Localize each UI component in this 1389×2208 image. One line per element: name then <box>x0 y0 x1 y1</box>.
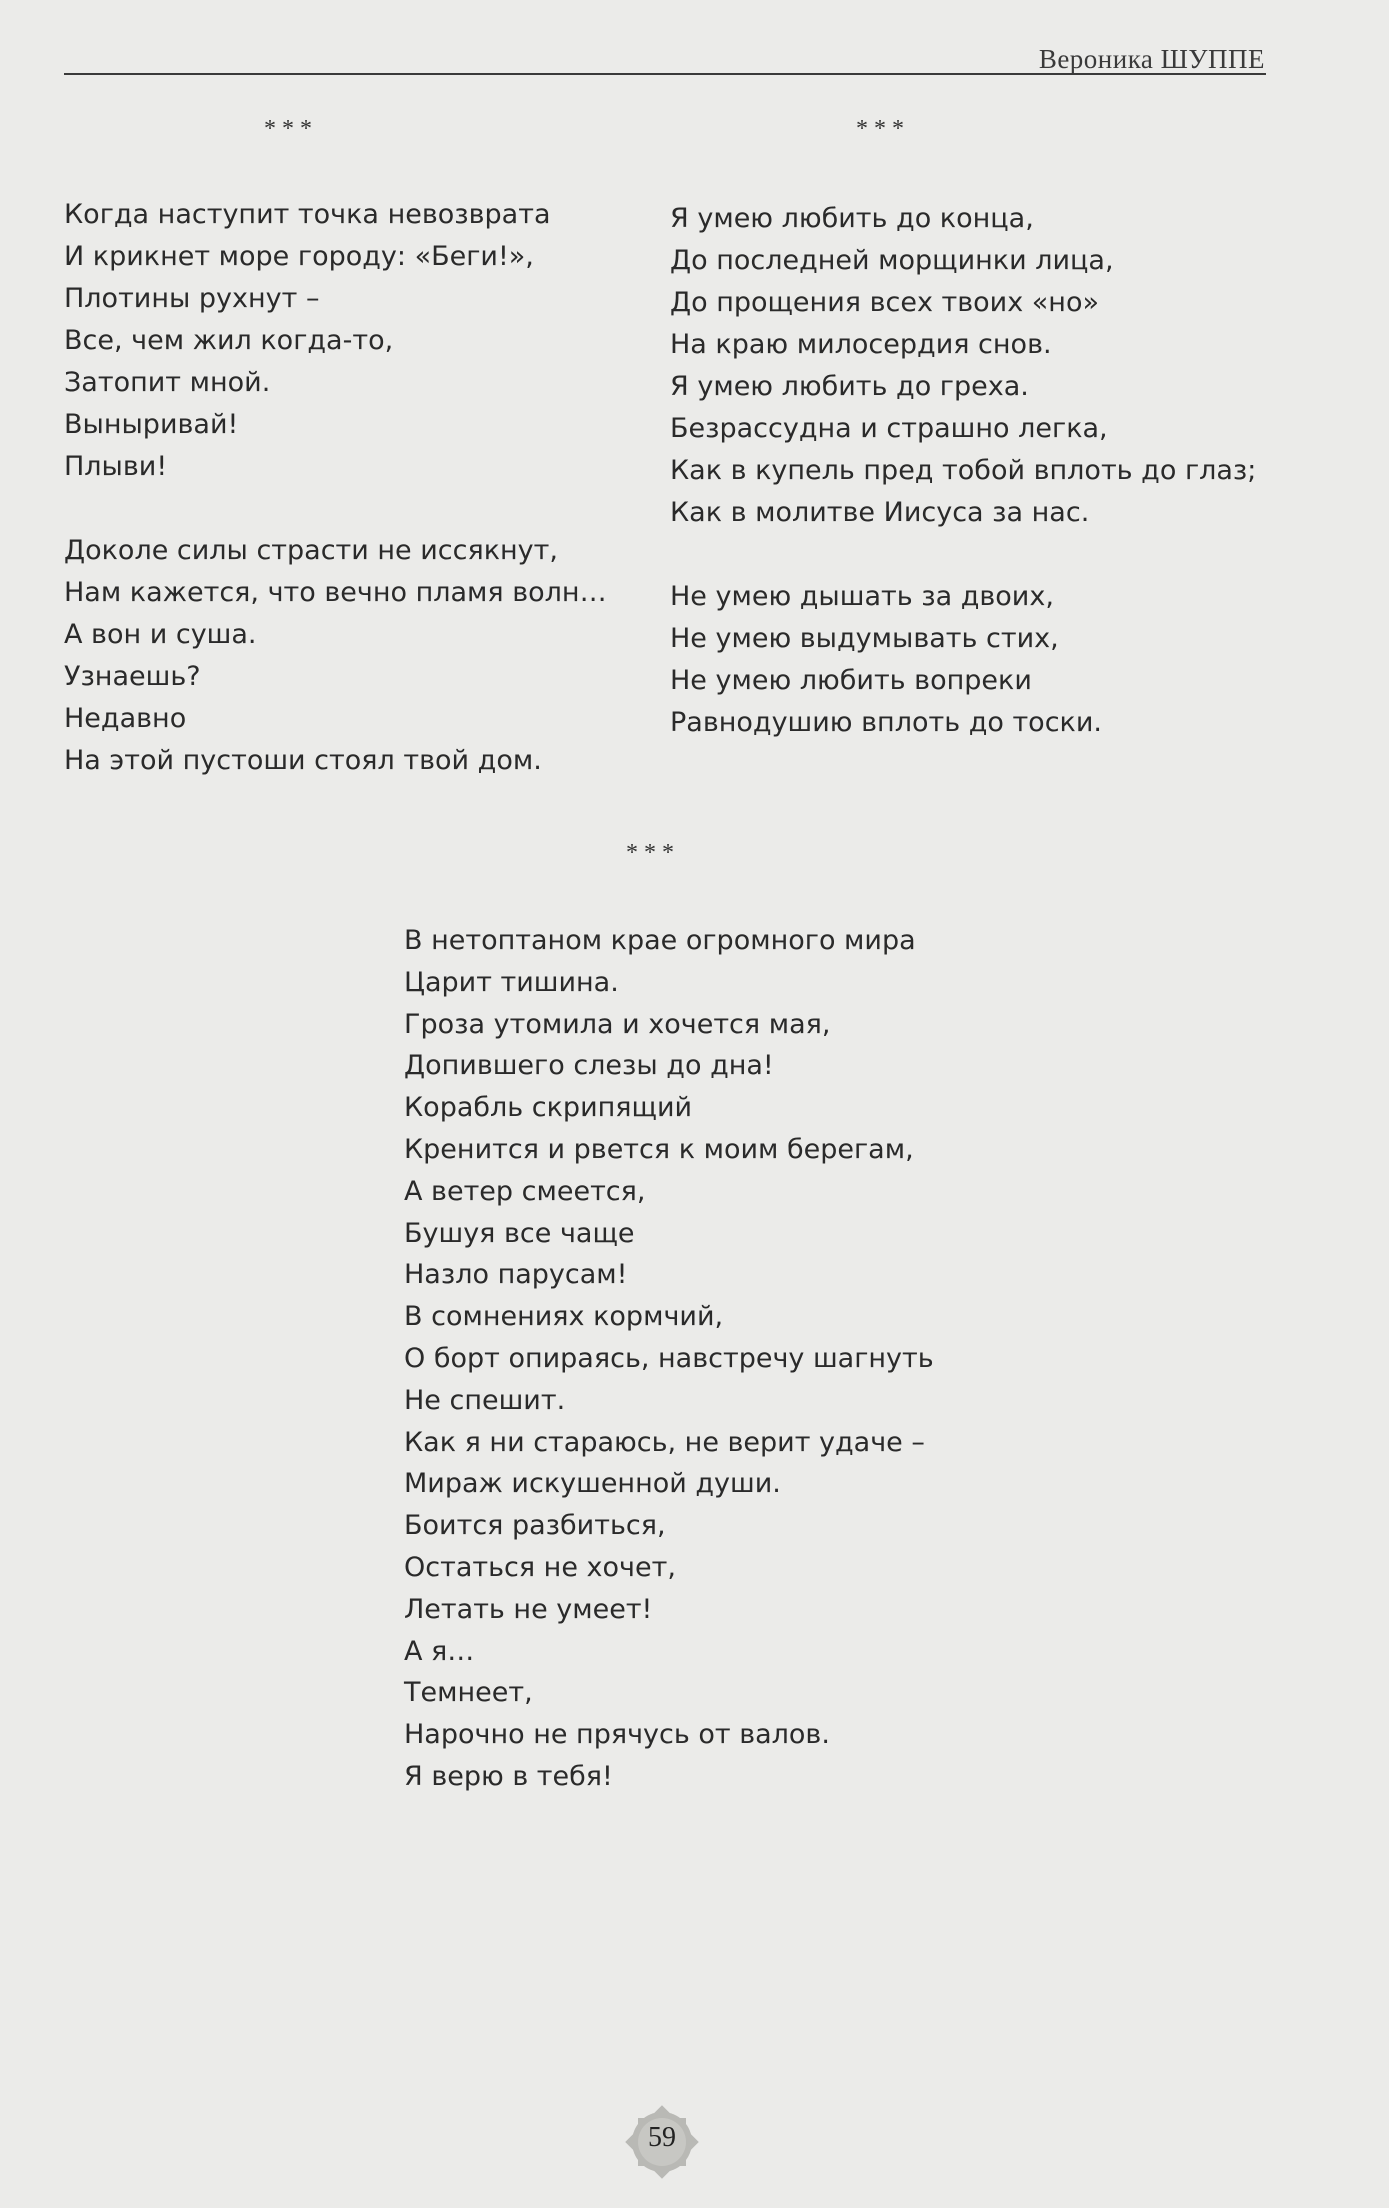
poem-line: Боится разбиться, <box>404 1510 666 1542</box>
poem-line: Все, чем жил когда-то, <box>64 325 394 356</box>
poem-line: Когда наступит точка невозврата <box>64 199 551 230</box>
poem-line: Кренится и рвется к моим берегам, <box>404 1133 914 1165</box>
poem-line: А я… <box>404 1635 475 1667</box>
poem-line: Как в купель пред тобой вплоть до глаз; <box>670 455 1257 486</box>
poem-line: Допившего слезы до дна! <box>404 1050 774 1082</box>
poem-line: Недавно <box>64 703 187 734</box>
poem-line: А вон и суша. <box>64 619 257 650</box>
poem-line: Как я ни стараюсь, не верит удаче – <box>404 1426 925 1458</box>
poem-line: Мираж искушенной души. <box>404 1468 781 1500</box>
poem-line: Выныривай! <box>64 409 239 440</box>
poem-line: Не умею выдумывать стих, <box>670 623 1059 654</box>
poem-line: Не умею любить вопреки <box>670 665 1032 696</box>
poem-line: А ветер смеется, <box>404 1175 646 1207</box>
poem-3-separator: *** <box>626 840 680 866</box>
poem-line: На этой пустоши стоял твой дом. <box>64 745 542 776</box>
poem-line: Летать не умеет! <box>404 1593 653 1625</box>
poem-line: До прощения всех твоих «но» <box>670 287 1099 318</box>
poem-line: Не спешит. <box>404 1384 566 1416</box>
poem-line: Плотины рухнут – <box>64 283 320 314</box>
poem-line: Назло парусам! <box>404 1259 628 1291</box>
poem-2-separator: *** <box>856 116 910 142</box>
poem-line: Я верю в тебя! <box>404 1760 613 1792</box>
poem-line: Доколе силы страсти не иссякнут, <box>64 535 558 566</box>
poem-line: Темнеет, <box>404 1677 533 1709</box>
poem-line: Нам кажется, что вечно пламя волн… <box>64 577 607 608</box>
poem-line: О борт опираясь, навстречу шагнуть <box>404 1342 934 1374</box>
poem-line: Гроза утомила и хочется мая, <box>404 1008 831 1040</box>
poem-1 <box>64 194 607 782</box>
poem-line: Затопит мной. <box>64 367 271 398</box>
poem-line: Как в молитве Иисуса за нас. <box>670 497 1090 528</box>
poem-line: На краю милосердия снов. <box>670 329 1052 360</box>
poem-line: В сомнениях кормчий, <box>404 1301 724 1333</box>
poem-line: Равнодушию вплоть до тоски. <box>670 707 1102 738</box>
poem-line: Я умею любить до конца, <box>670 203 1034 234</box>
page-number-badge <box>614 2094 710 2190</box>
poem-1-separator: *** <box>264 116 318 142</box>
poem-line: До последней морщинки лица, <box>670 245 1114 276</box>
page-number: 59 <box>648 2122 676 2153</box>
stanza-break <box>670 534 1256 576</box>
poem-line: В нетоптаном крае огромного мира <box>404 925 916 956</box>
poem-line: Я умею любить до греха. <box>670 371 1029 402</box>
poem-3 <box>404 920 934 1798</box>
header-rule <box>64 73 1266 75</box>
poem-line: Узнаешь? <box>64 661 201 692</box>
poem-line: Не умею дышать за двоих, <box>670 581 1054 612</box>
poem-line: Корабль скрипящий <box>404 1092 693 1124</box>
poem-line: Нарочно не прячусь от валов. <box>404 1719 830 1751</box>
poem-line: Безрассудна и страшно легка, <box>670 413 1108 444</box>
poem-2 <box>670 198 1256 744</box>
poem-line: Бушуя все чаще <box>404 1217 635 1249</box>
poem-line: И крикнет море городу: «Беги!», <box>64 241 534 272</box>
stanza-break <box>64 488 607 530</box>
poem-line: Царит тишина. <box>404 966 619 998</box>
poem-line: Остаться не хочет, <box>404 1551 676 1583</box>
running-header-author: Вероника ШУППЕ <box>1038 44 1265 74</box>
poem-line: Плыви! <box>64 451 168 482</box>
